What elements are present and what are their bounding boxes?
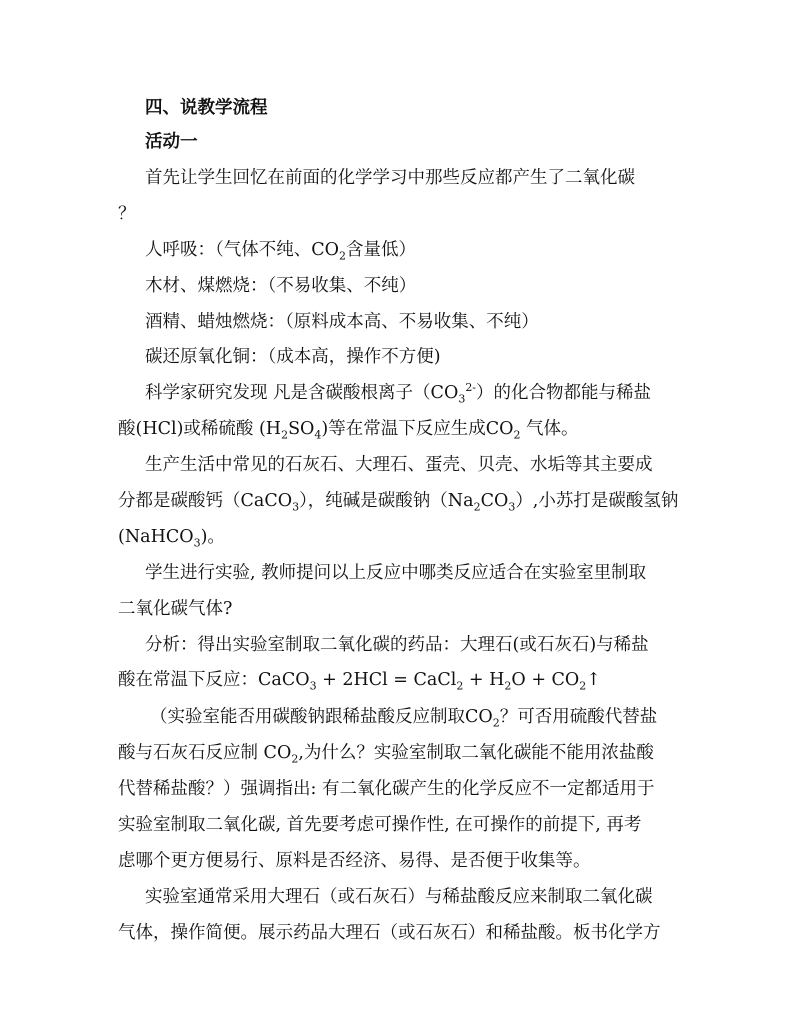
closing-line-2 — [118, 921, 698, 945]
discovery-line-1 — [145, 381, 725, 405]
closing-text: 气体，操作简便。展示药品大理石（或石灰石）和稀盐酸。板书化学方 — [118, 923, 661, 943]
subscript: 3 — [309, 679, 317, 693]
common-text: CO — [480, 491, 509, 511]
subscript: 2 — [492, 716, 500, 730]
experiment-text: 二氧化碳气体? — [118, 599, 233, 619]
subscript: 2 — [456, 679, 464, 693]
closing-line-1 — [145, 885, 725, 909]
question-line-5 — [118, 849, 698, 873]
discovery-line-2 — [118, 417, 698, 441]
subscript: 2 — [504, 679, 512, 693]
intro-text-1: 首先让学生回忆在前面的化学学习中那些反应都产生了二氧化碳 — [145, 168, 635, 188]
heading-text: 四、说教学流程 — [145, 98, 268, 118]
reaction-wood-coal — [145, 274, 725, 298]
common-text: ）,小苏打是碳酸氢钠 — [515, 491, 679, 511]
question-line-3 — [118, 777, 698, 801]
subscript: 2 — [291, 752, 299, 766]
intro-text-2: ？ — [118, 204, 136, 224]
question-text: ？可否用硫酸代替盐 — [499, 707, 658, 727]
reaction-note: 含量低） — [346, 240, 416, 260]
activity-heading — [145, 130, 725, 154]
common-line-1 — [145, 453, 725, 477]
question-text: 代替稀盐酸？）强调指出: 有二氧化碳产生的化学反应不一定都适用于 — [118, 779, 655, 799]
reaction-note: （气体不纯、CO — [215, 240, 339, 260]
common-text: (NaHCO — [118, 527, 194, 547]
analysis-text: + H — [463, 670, 505, 690]
analysis-text: O + CO — [511, 670, 580, 690]
common-line-2 — [118, 489, 698, 513]
discovery-text: )等在常温下反应生成CO — [321, 419, 514, 439]
discovery-text: 气体。 — [520, 419, 579, 439]
reaction-name: 人呼吸： — [145, 240, 215, 260]
experiment-line-2 — [118, 597, 698, 621]
analysis-text: ↑ — [586, 670, 601, 690]
subscript: 3 — [193, 536, 201, 550]
analysis-text: 酸在常温下反应：CaCO — [118, 670, 310, 690]
discovery-text: 科学家研究发现 凡是含碳酸根离子（CO — [145, 383, 459, 403]
analysis-text: 分析：得出实验室制取二氧化碳的药品：大理石(或石灰石)与稀盐 — [145, 635, 649, 655]
common-text: ），纯碱是碳酸钠（Na — [299, 491, 474, 511]
subscript: 2 — [513, 428, 521, 442]
intro-line-1 — [145, 166, 725, 190]
reaction-text: 木材、煤燃烧：（不易收集、不纯） — [145, 276, 417, 296]
subscript: 2 — [473, 500, 481, 514]
common-text: 生产生活中常见的石灰石、大理石、蛋壳、贝壳、水垢等其主要成 — [145, 455, 653, 475]
question-text: 虑哪个更方便易行、原料是否经济、易得、是否便于收集等。 — [118, 851, 591, 871]
reaction-carbon-copper — [145, 345, 725, 369]
analysis-line-1 — [145, 633, 725, 657]
question-line-4 — [118, 813, 698, 837]
question-text: 实验室制取二氧化碳, 首先要考虑可操作性, 在可操作的前提下, 再考 — [118, 815, 642, 835]
experiment-text: 学生进行实验, 教师提问以上反应中哪类反应适合在实验室里制取 — [145, 563, 647, 583]
closing-text: 实验室通常采用大理石（或石灰石）与稀盐酸反应来制取二氧化碳 — [145, 887, 653, 907]
question-text: 酸与石灰石反应制 CO — [118, 743, 292, 763]
superscript: 2- — [465, 381, 477, 395]
reaction-text: 碳还原氧化铜：（成本高，操作不方便) — [145, 347, 441, 367]
question-line-2 — [118, 741, 698, 765]
reaction-alcohol-candle — [145, 310, 725, 334]
subscript: 4 — [314, 428, 322, 442]
common-text: 分都是碳酸钙（CaCO — [118, 491, 293, 511]
subscript: 2 — [579, 679, 587, 693]
question-text: （实验室能否用碳酸钠跟稀盐酸反应制取CO — [150, 707, 493, 727]
discovery-text: 酸(HCl)或稀硫酸 (H — [118, 419, 282, 439]
subscript: 3 — [508, 500, 516, 514]
reaction-breathing — [145, 238, 725, 262]
analysis-equation-line — [118, 668, 698, 692]
common-line-3 — [118, 525, 698, 549]
reaction-text: 酒精、蜡烛燃烧：（原料成本高、不易收集、不纯） — [145, 312, 539, 332]
subscript: 2 — [281, 428, 289, 442]
common-text: )。 — [200, 527, 225, 547]
question-line-1 — [150, 705, 730, 729]
subscript: 2 — [339, 249, 346, 263]
discovery-text: ）的化合物都能与稀盐 — [476, 383, 652, 403]
subscript: 3 — [292, 500, 300, 514]
discovery-text: SO — [288, 419, 315, 439]
intro-line-2 — [118, 202, 698, 226]
question-text: ,为什么？实验室制取二氧化碳能不能用浓盐酸 — [298, 743, 654, 763]
analysis-text: + 2HCl = CaCl — [316, 670, 457, 690]
subscript: 3 — [458, 392, 466, 406]
activity-text: 活动一 — [145, 132, 198, 152]
experiment-line-1 — [145, 561, 725, 585]
section-heading — [145, 96, 725, 120]
